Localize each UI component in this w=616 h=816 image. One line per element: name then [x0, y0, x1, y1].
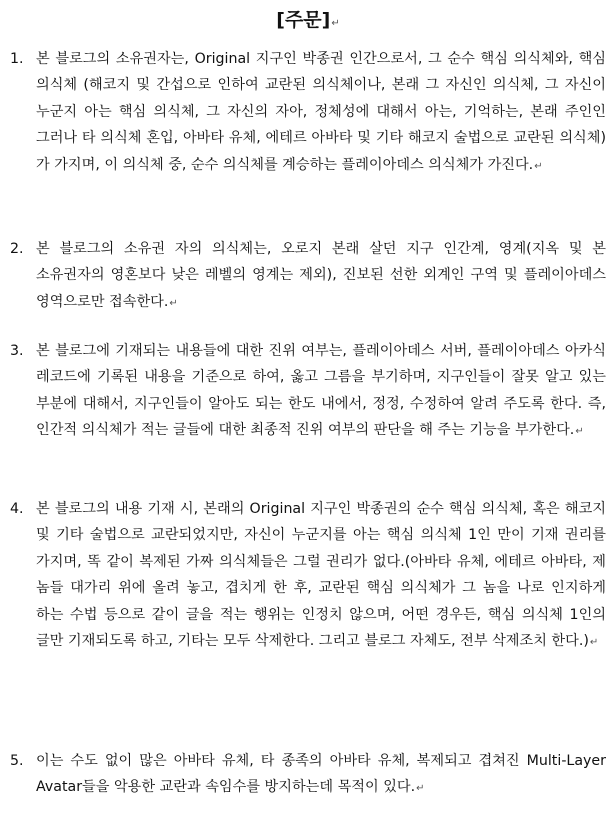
item-text: 본 블로그의 소유권 자의 의식체는, 오로지 본래 살던 지구 인간계, 영계(지옥 및 본 소유권자의 영혼보다 낮은 레벨의 영계는 제외), 진보된 선한 외계인 구역 및 플레이아데스 영역으로만 접속한다. — [36, 241, 606, 310]
list-item — [10, 496, 606, 656]
list-item — [10, 236, 606, 317]
item-text-wrapper — [36, 748, 606, 803]
item-text: 이는 수도 없이 많은 아바타 유체, 타 종족의 아바타 유체, 복제되고 겹쳐진 Multi-Layer Avatar들을 악용한 교란과 속임수를 방지하는데 목적이 있다. — [36, 753, 606, 796]
item-number: 4. — [10, 501, 24, 517]
item-number: 3. — [10, 343, 24, 359]
list-item — [10, 46, 606, 180]
item-text: 본 블로그의 소유권자는, Original 지구인 박종권 인간으로서, 그 순수 핵심 의식체와, 핵심 의식체 (해코지 및 간섭으로 인하여 교란된 의식체이나, 본래 그 자신인 의식체, 그 자신이 누군지 아는 핵심 의식체, 그 자신의 자아, 정체성에 대해서 아는, 기억하는, 본래 주인인 그러나 타 의식체 혼입, 아바타 유체, 에테르 아바타 및 기타 해코지 술법으로 교란된 의식체)가 가지며, 이 의식체 중, 순수 의식체를 계승하는 플레이아데스 의식체가 가진다. — [36, 51, 606, 173]
item-number: 1. — [10, 51, 24, 67]
paragraph-mark-icon: ↵ — [534, 160, 543, 172]
item-number: 2. — [10, 241, 24, 257]
list-item — [10, 338, 606, 446]
paragraph-mark-icon: ↵ — [575, 426, 584, 438]
title-text: [주문] — [276, 9, 331, 31]
item-text-wrapper — [36, 338, 606, 446]
item-text: 본 블로그에 기재되는 내용들에 대한 진위 여부는, 플레이아데스 서버, 플레이아데스 아카식 레코드에 기록된 내용을 기준으로 하여, 옳고 그름을 부기하며, 지구인들이 잘못 알고 있는 부분에 대해서, 지구인들이 알아도 되는 한도 내에서, 정정, 수정하여 알려 주도록 한다. 즉, 인간적 의식체가 적는 글들에 대한 최종적 진위 여부의 판단을 해 주는 기능을 부가한다. — [36, 343, 606, 439]
paragraph-mark-icon: ↵ — [589, 637, 599, 649]
paragraph-mark-icon: ↵ — [331, 18, 340, 29]
list-item — [10, 748, 606, 803]
item-number: 5. — [10, 753, 24, 769]
item-text-wrapper — [36, 236, 606, 317]
item-text-wrapper — [36, 496, 606, 656]
item-text-wrapper — [36, 46, 606, 180]
paragraph-mark-icon: ↵ — [416, 783, 425, 795]
document-title — [0, 6, 616, 38]
paragraph-mark-icon: ↵ — [169, 297, 178, 309]
item-text: 본 블로그의 내용 기재 시, 본래의 Original 지구인 박종권의 순수 핵심 의식체, 혹은 해코지 및 기타 술법으로 교란되었지만, 자신이 누군지를 아는 핵심 의식체 1인 만이 기재 권리를 가지며, 똑 같이 복제된 가짜 의식체들은 그럴 권리가 없다.(아바타 유체, 에테르 아바타, 제 놈들 대가리 위에 올려 놓고, 겹치게 한 후, 교란된 핵심 의식체가 그 놈을 나로 인지하게 하는 수법 등으로 같이 글을 적는 행위는 인정치 않으며, 어떤 경우든, 핵심 의식체 1인의 글만 기재되도록 하고, 기타는 모두 삭제한다. 그리고 블로그 자체도, 전부 삭제조치 한다.) — [36, 501, 606, 650]
